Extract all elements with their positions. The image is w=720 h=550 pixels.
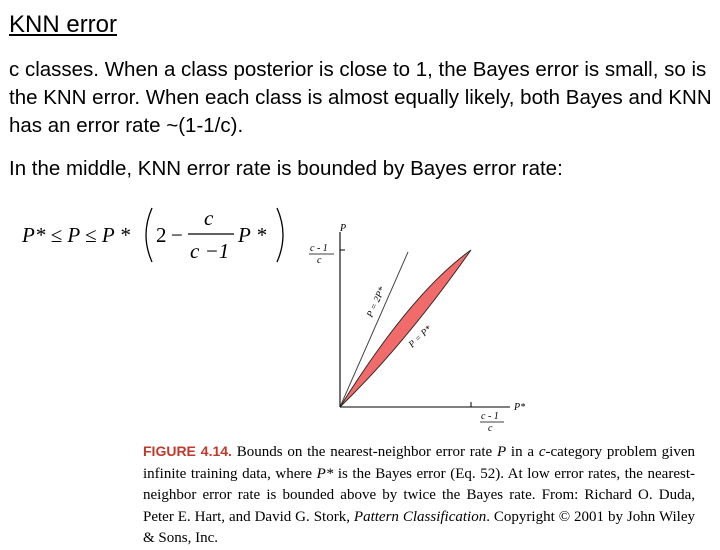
- bound-formula: [16, 200, 291, 270]
- x-axis-label: P*: [514, 402, 526, 413]
- paragraph-classes: c classes. When a class posterior is close to 1, the Bayes error is small, so is the KNN error. When each class is almost equally likely, both Bayes and KNN has an error rate ~(1-1/c).: [9, 58, 712, 137]
- x-tick-denominator: c: [488, 423, 493, 434]
- caption-text: is the Bayes error (Eq. 52). At low error rates, the nearest-neighbor error rate is bounded above by twice the Bayes rate. From: Richard O. Duda, Peter E. Hart, and David G. Stork,: [143, 465, 695, 525]
- shaded-bound-region: [340, 250, 471, 407]
- caption-text: in a: [506, 444, 539, 460]
- caption-symbol-p: P: [496, 444, 507, 460]
- fraction-denominator: c −1: [190, 239, 230, 263]
- fraction-numerator: c: [204, 206, 214, 230]
- formula-lhs: P* ≤ P ≤ P *: [22, 223, 131, 247]
- y-tick-numerator: c - 1: [310, 243, 328, 254]
- figure-caption: [143, 441, 695, 550]
- formula-tail: P *: [238, 223, 267, 247]
- error-bound-figure: [300, 218, 540, 436]
- caption-symbol-c: c: [538, 444, 546, 460]
- caption-text: Bounds on the nearest-neighbor error rate: [231, 444, 497, 460]
- figure-number-label: FIGURE 4.14.: [143, 443, 232, 459]
- caption-text: -category problem given infinite training data, where: [143, 444, 696, 482]
- formula-two: 2: [156, 223, 167, 247]
- formula-minus: −: [171, 223, 183, 247]
- label-p-equals-2pstar: P = 2P*: [365, 285, 388, 320]
- slide-title: KNN error: [9, 11, 118, 38]
- y-tick-denominator: c: [317, 255, 322, 266]
- formula-left-paren: [146, 208, 152, 262]
- caption-symbol-pstar: P*: [316, 465, 334, 482]
- caption-copyright: . Copyright © 2001 by John Wiley & Sons, Inc.: [143, 508, 695, 547]
- label-p-equals-pstar: P = P*: [407, 324, 435, 351]
- x-tick-numerator: c - 1: [481, 411, 499, 422]
- caption-book-title: Pattern Classification: [353, 508, 487, 525]
- y-axis-label: P: [340, 223, 347, 234]
- paragraph-bound: In the middle, KNN error rate is bounded by Bayes error rate:: [9, 157, 563, 180]
- formula-right-paren: [277, 208, 283, 262]
